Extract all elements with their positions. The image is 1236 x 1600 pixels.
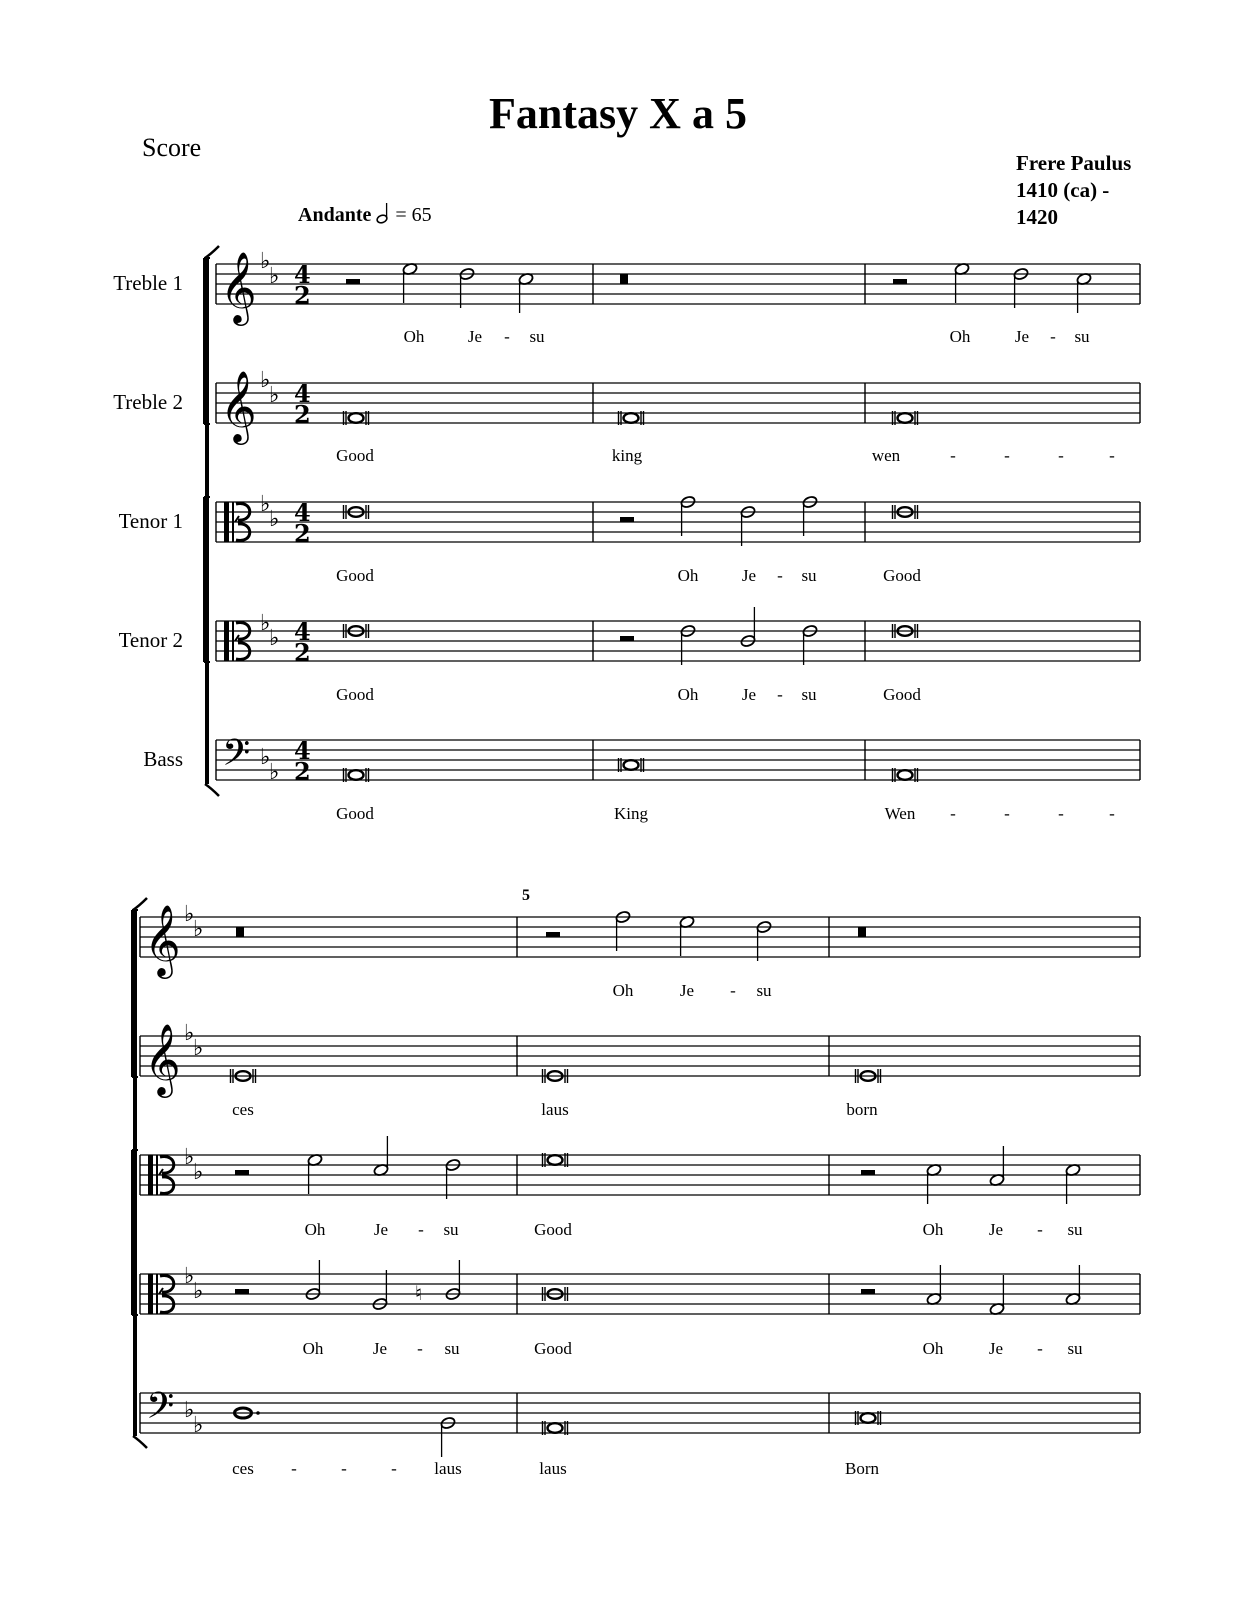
lyric-syllable: Je xyxy=(372,1339,388,1358)
score-title: Fantasy X a 5 xyxy=(489,89,747,138)
flat-icon: ♭ xyxy=(184,1264,195,1289)
lyric-syllable: ces xyxy=(232,1100,254,1119)
lyric-syllable: Je xyxy=(467,327,483,346)
time-signature-top: 4 xyxy=(294,498,311,527)
flat-icon: ♭ xyxy=(184,1145,195,1170)
lyric-syllable: su xyxy=(529,327,545,346)
half-note xyxy=(615,910,631,951)
lyric-syllable: - xyxy=(391,1459,397,1478)
half-note xyxy=(1065,1265,1081,1306)
lyric-syllable: - xyxy=(341,1459,347,1478)
lyric-syllable: Oh xyxy=(612,981,634,1000)
time-signature-top: 4 xyxy=(294,379,311,408)
half-note xyxy=(802,495,818,536)
lyric-syllable: - xyxy=(950,804,956,823)
instrument-name-bass: Bass xyxy=(143,747,183,771)
half-note xyxy=(372,1270,388,1311)
half-rest-icon xyxy=(235,1170,249,1175)
lyric-syllable: Wen xyxy=(884,804,916,823)
half-note xyxy=(989,1275,1005,1316)
staff xyxy=(140,1393,1140,1433)
tempo-value: = 65 xyxy=(395,204,432,226)
half-rest-icon xyxy=(893,279,907,284)
time-signature-top: 4 xyxy=(294,260,311,289)
breve-rest-icon xyxy=(620,274,628,284)
half-note xyxy=(802,624,818,665)
lyric-syllable: Oh xyxy=(949,327,971,346)
half-note xyxy=(445,1260,461,1301)
time-signature-top: 4 xyxy=(294,617,311,646)
flat-icon: ♭ xyxy=(193,917,204,942)
flat-icon: ♭ xyxy=(260,368,271,393)
lyric-syllable: - xyxy=(504,327,510,346)
half-note xyxy=(307,1153,323,1194)
flat-icon: ♭ xyxy=(184,902,195,927)
lyric-syllable: - xyxy=(730,981,736,1000)
treble-clef-icon: 𝄞 xyxy=(220,369,257,442)
composer-dates-line2: 1420 xyxy=(1016,205,1058,229)
time-signature-bottom: 2 xyxy=(294,757,311,786)
lyric-syllable: Oh xyxy=(922,1220,944,1239)
treble-clef-icon: 𝄞 xyxy=(144,903,181,976)
lyric-syllable: Oh xyxy=(677,685,699,704)
instrument-name-treble2: Treble 2 xyxy=(113,390,183,414)
staff xyxy=(140,1274,1140,1314)
half-note xyxy=(756,920,772,961)
tempo-word: Andante xyxy=(298,204,372,226)
half-note xyxy=(926,1163,942,1204)
half-note xyxy=(1065,1163,1081,1204)
half-note xyxy=(954,262,970,303)
staff xyxy=(140,917,1140,957)
lyric-syllable: - xyxy=(1037,1220,1043,1239)
staff xyxy=(140,1155,1140,1195)
breve-rest-icon xyxy=(236,927,244,937)
composer-dates-line1: 1410 (ca) - xyxy=(1016,178,1110,202)
half-note xyxy=(680,624,696,665)
half-rest-icon xyxy=(346,279,360,284)
flat-icon: ♭ xyxy=(193,1160,204,1185)
natural-icon: ♮ xyxy=(415,1281,423,1305)
system-2 xyxy=(132,887,1140,1478)
flat-icon: ♭ xyxy=(193,1279,204,1304)
half-rest-icon xyxy=(861,1170,875,1175)
flat-icon: ♭ xyxy=(184,1398,195,1423)
lyric-syllable: Je xyxy=(988,1220,1004,1239)
flat-icon: ♭ xyxy=(193,1036,204,1061)
lyric-syllable: Good xyxy=(336,446,374,465)
lyric-syllable: wen xyxy=(871,446,901,465)
system-bracket xyxy=(205,246,219,796)
instrument-name-tenor2: Tenor 2 xyxy=(118,628,183,652)
lyric-syllable: Good xyxy=(883,566,921,585)
flat-icon: ♭ xyxy=(260,492,271,517)
half-note xyxy=(440,1416,456,1457)
staff xyxy=(140,1036,1140,1076)
lyric-syllable: - xyxy=(1037,1339,1043,1358)
lyric-syllable: Je xyxy=(988,1339,1004,1358)
half-note xyxy=(518,272,534,313)
half-note xyxy=(926,1265,942,1306)
time-signature-bottom: 2 xyxy=(294,638,311,667)
lyric-syllable: su xyxy=(756,981,772,1000)
time-signature-bottom: 2 xyxy=(294,400,311,429)
half-note xyxy=(740,607,756,648)
staff xyxy=(216,740,1140,780)
composer-name: Frere Paulus xyxy=(1016,151,1132,175)
lyric-syllable: - xyxy=(777,566,783,585)
half-note xyxy=(989,1146,1005,1187)
half-note xyxy=(1076,272,1092,313)
lyric-syllable: Je xyxy=(741,685,757,704)
measure-number: 5 xyxy=(522,887,530,904)
system-1 xyxy=(204,246,1140,823)
lyric-syllable: Oh xyxy=(302,1339,324,1358)
flat-icon: ♭ xyxy=(184,1021,195,1046)
flat-icon: ♭ xyxy=(269,626,280,651)
half-note xyxy=(445,1158,461,1199)
lyric-syllable: - xyxy=(777,685,783,704)
lyric-syllable: laus xyxy=(434,1459,462,1478)
treble-clef-icon: 𝄞 xyxy=(220,250,257,323)
flat-icon: ♭ xyxy=(269,383,280,408)
lyric-syllable: - xyxy=(1058,804,1064,823)
lyric-syllable: - xyxy=(1058,446,1064,465)
lyric-syllable: - xyxy=(1109,804,1115,823)
lyric-syllable: Je xyxy=(1014,327,1030,346)
lyric-syllable: Je xyxy=(373,1220,389,1239)
lyric-syllable: laus xyxy=(541,1100,569,1119)
lyric-syllable: Oh xyxy=(677,566,699,585)
lyric-syllable: Good xyxy=(534,1220,572,1239)
lyric-syllable: Good xyxy=(534,1339,572,1358)
lyric-syllable: Born xyxy=(845,1459,879,1478)
lyric-syllable: born xyxy=(846,1100,878,1119)
lyric-syllable: ces xyxy=(232,1459,254,1478)
lyric-syllable: - xyxy=(417,1339,423,1358)
half-note xyxy=(305,1260,321,1301)
lyric-syllable: Good xyxy=(883,685,921,704)
instrument-name-treble1: Treble 1 xyxy=(113,271,183,295)
flat-icon: ♭ xyxy=(269,760,280,785)
lyric-syllable: Good xyxy=(336,685,374,704)
lyric-syllable: - xyxy=(1050,327,1056,346)
lyric-syllable: su xyxy=(444,1339,460,1358)
half-rest-icon xyxy=(546,932,560,937)
half-note xyxy=(459,267,475,308)
half-note xyxy=(402,262,418,303)
score-label: Score xyxy=(142,133,202,162)
flat-icon: ♭ xyxy=(260,611,271,636)
half-rest-icon xyxy=(620,636,634,641)
bass-clef-icon: 𝄢 xyxy=(146,1385,175,1436)
breve-rest-icon xyxy=(858,927,866,937)
lyric-syllable: Good xyxy=(336,566,374,585)
lyric-syllable: su xyxy=(1074,327,1090,346)
half-rest-icon xyxy=(235,1289,249,1294)
lyric-syllable: - xyxy=(418,1220,424,1239)
half-note xyxy=(679,915,695,956)
time-signature-bottom: 2 xyxy=(294,519,311,548)
lyric-syllable: laus xyxy=(539,1459,567,1478)
lyric-syllable: Je xyxy=(741,566,757,585)
lyric-syllable: King xyxy=(614,804,648,823)
flat-icon: ♭ xyxy=(260,249,271,274)
lyric-syllable: Oh xyxy=(922,1339,944,1358)
lyric-syllable: - xyxy=(1004,446,1010,465)
half-rest-icon xyxy=(861,1289,875,1294)
instrument-name-tenor1: Tenor 1 xyxy=(118,509,183,533)
half-rest-icon xyxy=(620,517,634,522)
half-note xyxy=(740,505,756,546)
flat-icon: ♭ xyxy=(193,1413,204,1438)
lyric-syllable: - xyxy=(291,1459,297,1478)
time-signature-top: 4 xyxy=(294,736,311,765)
lyric-syllable: Oh xyxy=(304,1220,326,1239)
half-note xyxy=(373,1136,389,1177)
lyric-syllable: - xyxy=(1004,804,1010,823)
lyric-syllable: - xyxy=(1109,446,1115,465)
half-note xyxy=(680,495,696,536)
lyric-syllable: su xyxy=(801,566,817,585)
bass-clef-icon: 𝄢 xyxy=(222,732,251,783)
treble-clef-icon: 𝄞 xyxy=(144,1022,181,1095)
lyric-syllable: king xyxy=(611,446,643,465)
lyric-syllable: - xyxy=(950,446,956,465)
time-signature-bottom: 2 xyxy=(294,281,311,310)
lyric-syllable: su xyxy=(801,685,817,704)
flat-icon: ♭ xyxy=(269,264,280,289)
lyric-syllable: Oh xyxy=(403,327,425,346)
lyric-syllable: su xyxy=(1067,1220,1083,1239)
flat-icon: ♭ xyxy=(269,507,280,532)
flat-icon: ♭ xyxy=(260,745,271,770)
half-note xyxy=(1013,267,1029,308)
lyric-syllable: Je xyxy=(679,981,695,1000)
lyric-syllable: su xyxy=(1067,1339,1083,1358)
lyric-syllable: su xyxy=(443,1220,459,1239)
staff xyxy=(216,383,1140,423)
lyric-syllable: Good xyxy=(336,804,374,823)
